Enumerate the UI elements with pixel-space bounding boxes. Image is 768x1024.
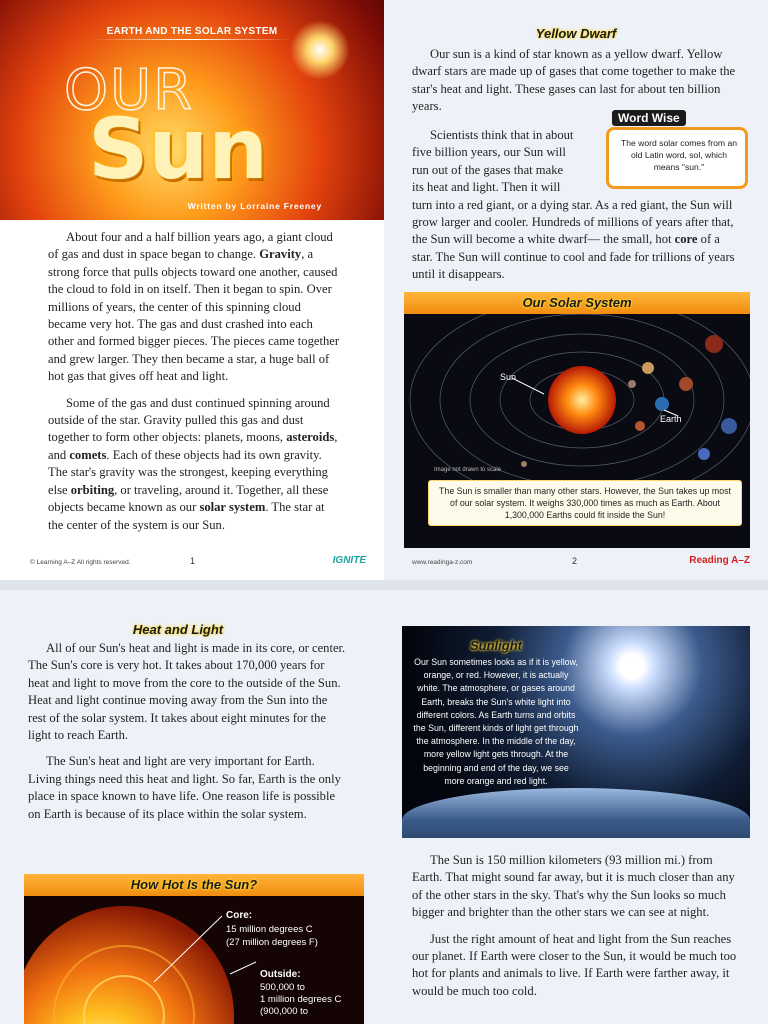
line: run out of the gases that make	[412, 162, 564, 177]
text-run: of a star. The Sun will continue to cool and fade for trillions of years until it disappears.	[412, 232, 735, 282]
text-run: Just the right amount of heat and light from the Sun reaches our planet. If Earth were closer to the Sun, it would be much too hot for plants and animals to live. If Earth were farther away, it would be much too cold.	[412, 931, 737, 998]
word-wise-text: The word solar comes from an old Latin word, sol, which means "sun."	[620, 138, 738, 172]
sunlight-photo	[402, 626, 750, 838]
text-run: , and	[48, 430, 338, 462]
page-3	[0, 590, 384, 1024]
scale-note: Image not drawn to scale	[434, 467, 502, 473]
glossary-term: orbiting	[70, 482, 115, 497]
page-number: 2	[572, 556, 578, 566]
line: five billion years, our Sun will	[412, 145, 566, 160]
core-celsius: 15 million degrees C	[226, 924, 313, 935]
paragraph	[28, 753, 348, 823]
sunlight-heading: Sunlight	[470, 638, 522, 653]
text-run: , or traveling, around it. Together, all these objects became known as our	[48, 482, 329, 515]
title-sun: Sun	[88, 100, 269, 198]
text-run: . Each of these objects had its own gravity. The star's gravity was the strongest, keeping everything else	[48, 447, 328, 497]
outside-line-1: 500,000 to	[260, 982, 305, 993]
page-number: 1	[190, 556, 196, 566]
text-run: The Sun's heat and light are very important for Earth. Living things need this heat and light. So far, Earth is the only place in space known to have life. One reason life is possible on Earth is because of its place within the solar system.	[28, 754, 341, 821]
earth-horizon	[402, 788, 750, 838]
outside-line-3: (900,000 to	[260, 1006, 309, 1017]
paragraph	[28, 640, 348, 744]
paragraph	[412, 46, 742, 116]
glossary-term: asteroids	[286, 430, 335, 445]
label-sun: Sun	[500, 372, 517, 382]
text-run: All of our Sun's heat and light is made in its core, or center. The Sun's core is very hot. It takes about 170,000 years for heat and light to move from the core to the outside of the Sun. Heat and light continue moving away from the Sun into the rest of the solar system. It takes about eight minutes for the light to reach Earth.	[28, 641, 346, 743]
title-our: OUR	[64, 58, 194, 123]
paragraph	[48, 229, 340, 386]
copyright: © Learning A–Z All rights reserved.	[30, 559, 131, 566]
sun-illustration	[548, 366, 616, 434]
outside-label: Outside:	[260, 969, 301, 980]
line: its heat and light. Then it will	[412, 180, 561, 195]
page-4	[384, 590, 768, 1024]
reading-az-logo: Reading A–Z	[689, 555, 750, 566]
solar-system-panel	[404, 292, 750, 548]
glossary-term: solar system	[199, 500, 266, 515]
paragraph	[412, 931, 742, 1001]
ignite-logo: IGNITE	[332, 555, 366, 566]
heading-yellow-dwarf: Yellow Dwarf	[535, 26, 617, 41]
glossary-term: Gravity	[259, 247, 302, 262]
paragraph	[48, 395, 340, 534]
sunlight-text: Our Sun sometimes looks as if it is yellow, orange, or red. However, it is actually white. The atmosphere, or gases around Earth, breaks the Sun's white light into different colors. As Earth turns and orbits the Sun, different kinds of light get through the atmosphere. In the middle of the day, more yellow light gets through. At the beginning and end of the day, we see more orange and red light.	[413, 657, 579, 786]
text-run: Our sun is a kind of star known as a yellow dwarf. Yellow dwarf stars are made up of gases that come together to make the star's heat and light. These gases can last for about ten billion years.	[412, 47, 736, 114]
solar-system-heading: Our Solar System	[404, 292, 750, 314]
line: Scientists think that in about	[430, 128, 574, 142]
outside-line-2: 1 million degrees C	[260, 994, 342, 1005]
page-2	[384, 0, 768, 580]
text-run: Some of the gas and dust continued spinning around outside of the star. Gravity pulled this gas and dust together to form other objects: planets, moons,	[48, 395, 330, 445]
website: www.readinga-z.com	[412, 559, 473, 566]
paragraph	[412, 197, 742, 284]
how-hot-heading: How Hot Is the Sun?	[24, 874, 364, 896]
solar-system-caption: The Sun is smaller than many other stars. However, the Sun takes up most of our solar system. It weighs 330,000 times as much as Earth. About 1,300,000 Earths could fit inside the Sun!	[428, 480, 742, 526]
glossary-term: comets	[69, 447, 107, 462]
glossary-term: core	[674, 232, 698, 247]
text-run: , a strong force that pulls objects toward one another, caused the cloud to fold in on itself. Then it began to spin. Over millions of years, the center of this spinning cloud became very hot. The gas and dust crashed into each other and formed bigger pieces. The pieces came together and grew larger. They then became a star, a huge ball of hot gas that gives off heat and light.	[48, 247, 340, 384]
heading-heat-and-light: Heat and Light	[132, 622, 224, 637]
core-fahrenheit: (27 million degrees F)	[226, 937, 318, 948]
text-run: . The star at the center of the system is our Sun.	[48, 500, 325, 532]
word-wise-title: Word Wise	[612, 110, 686, 126]
earth-illustration	[655, 397, 669, 411]
text-run: About four and a half billion years ago, a giant cloud of gas and dust in space began to change.	[48, 230, 333, 262]
page-1	[0, 0, 384, 580]
series-title: EARTH AND THE SOLAR SYSTEM	[0, 26, 384, 40]
paragraph	[412, 852, 742, 922]
text-run: The Sun is 150 million kilometers (93 million mi.) from Earth. That might sound far away, but it is much closer than any of the other stars in the sky. That's why the Sun looks so much bigger and brighter than the other stars we can see at night.	[412, 853, 735, 920]
label-earth: Earth	[660, 414, 682, 424]
text-run: turn into a red giant, or a dying star. As a red giant, the Sun will grow larger and cooler. Hundreds of millions of years after that, the Sun will become a white dwarf— the small, hot	[412, 197, 734, 247]
core-label: Core:	[226, 910, 253, 921]
byline: Written by Lorraine Freeney	[187, 201, 322, 211]
how-hot-panel	[24, 874, 364, 1024]
